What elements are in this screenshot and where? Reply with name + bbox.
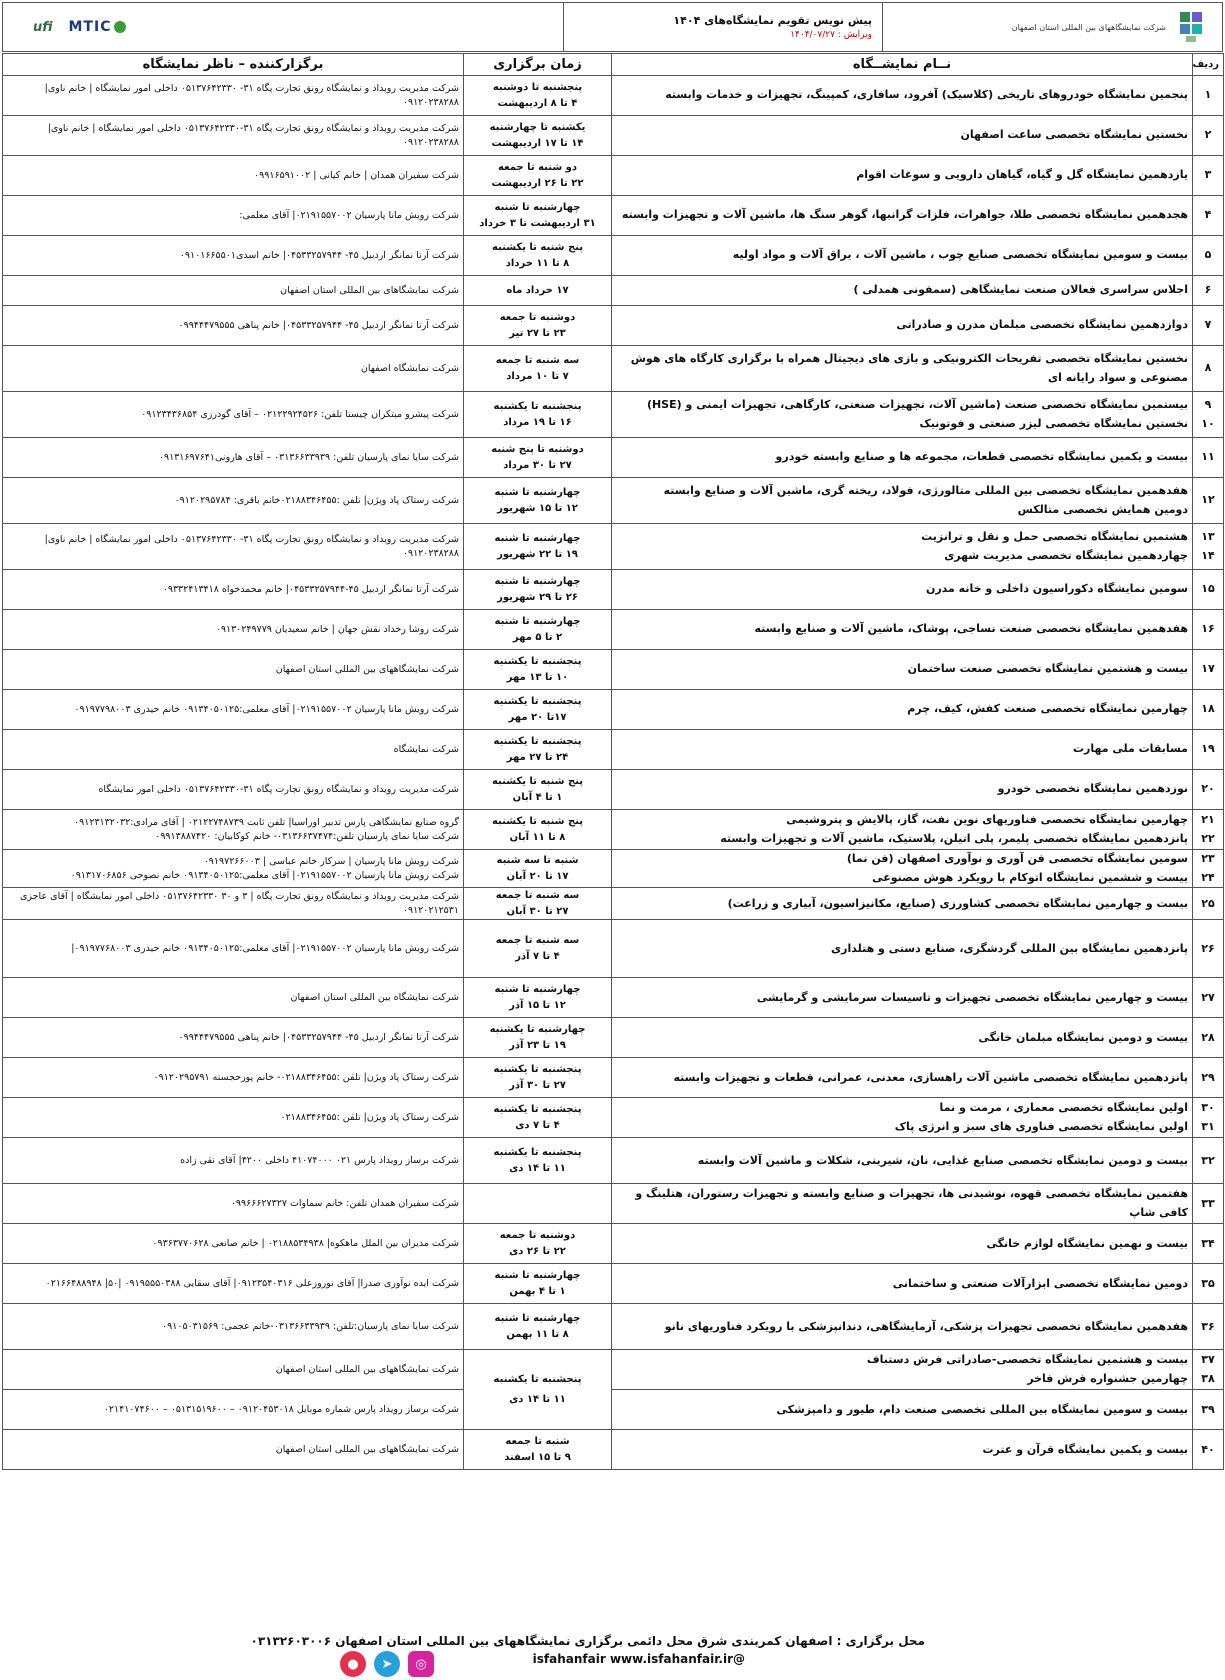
exhibition-name: بیست و دومین نمایشگاه مبلمان خانگی	[612, 1018, 1193, 1058]
table-row	[3, 730, 1224, 770]
exhibition-name: نخستین نمایشگاه تخصصی تفریحات الکترونیکی و بازی های دیجیتال همراه با برگزاری کارگاه های هوش مصنوعی و سواد رایانه ای	[612, 346, 1193, 392]
row-number: ۲۱ ۲۲	[1193, 810, 1224, 850]
exhibition-time: چهارشنبه تا شنبه ۸ تا ۱۱ بهمن	[464, 1304, 612, 1350]
org-block	[882, 3, 1222, 51]
exhibition-name: بیست و نهمین نمایشگاه لوازم خانگی	[612, 1224, 1193, 1264]
exhibition-time: شنبه تا سه شنبه ۱۷ تا ۲۰ آبان	[464, 850, 612, 888]
organizer: شرکت آرتا نمانگر اردبیل ۴۵-۰۴۵۳۳۲۵۷۹۴۴| خانم محمدخواه ۰۹۳۳۲۴۱۳۴۱۸	[3, 570, 464, 610]
row-number: ۵	[1193, 236, 1224, 276]
exhibition-name: هفتمین نمایشگاه تخصصی قهوه، نوشیدنی ها، تجهیزات و صنایع وابسته و تجهیزات رستوران، هتلینگ و کافی شاپ	[612, 1184, 1193, 1224]
organizer: شرکت ایده نوآوری صدرا| آقای نوروزعلی ۰۹۱۲۳۵۴۰۳۱۶| آقای سقایی ۰۹۱۹۵۵۵۰۳۸۸ |۵۰| ۰۲۱۶۶۴۸۸۹۴۸	[3, 1264, 464, 1304]
row-number: ۱۹	[1193, 730, 1224, 770]
table-row	[3, 116, 1224, 156]
row-number: ۱۳ ۱۴	[1193, 524, 1224, 570]
organizer: شرکت آرتا نمانگر اردبیل ۴۵- ۰۴۵۳۳۲۵۷۹۴۴| خانم اسدی۰۹۱۰۱۶۶۵۵۰۱	[3, 236, 464, 276]
row-number: ۳۳	[1193, 1184, 1224, 1224]
row-number: ۷	[1193, 306, 1224, 346]
row-number: ۳۴	[1193, 1224, 1224, 1264]
ufi-logo-icon: ufi	[33, 19, 53, 35]
exhibition-time: پنجشنبه تا دوشنبه ۴ تا ۸ اردیبهشت	[464, 76, 612, 116]
row-number: ۴	[1193, 196, 1224, 236]
table-row	[3, 196, 1224, 236]
website-link[interactable]: @isfahanfair www.isfahanfair.ir	[532, 1652, 745, 1666]
organizer: شرکت نمایشگاههای بین المللی استان اصفهان	[3, 1350, 464, 1390]
exhibition-time: دو شنبه تا جمعه ۲۲ تا ۲۶ اردیبهشت	[464, 156, 612, 196]
row-number: ۳	[1193, 156, 1224, 196]
edit-date: ویرایش : ۱۴۰۴/۰۷/۲۷	[790, 30, 872, 40]
exhibition-name: چهارمین نمایشگاه تخصصی فناوریهای نوین نفت، گاز، پالایش و پتروشیمی پانزدهمین نمایشگاه تخصصی پلیمر، پلی اتیلن، پلاستیک، ماشین آلات و تجهیزات وابسته	[612, 810, 1193, 850]
exhibition-time: دوشنبه تا جمعه ۲۲ تا ۲۶ دی	[464, 1224, 612, 1264]
table-row	[3, 306, 1224, 346]
table-row	[3, 850, 1224, 888]
exhibition-name: بیست و سومین نمایشگاه بین المللی تخصصی صنعت دام، طیور و دامپزشکی	[612, 1390, 1193, 1430]
table-row	[3, 810, 1224, 850]
row-number: ۶	[1193, 276, 1224, 306]
col-header-row: ردیف	[1193, 54, 1224, 76]
row-number: ۳۰ ۳۱	[1193, 1098, 1224, 1138]
exhibition-time: چهارشنبه تا شنبه ۱۹ تا ۲۲ شهریور	[464, 524, 612, 570]
table-row	[3, 1350, 1224, 1390]
col-header-org: برگزارکننده – ناظر نمایشگاه	[3, 54, 464, 76]
venue-text: محل برگزاری : اصفهان کمربندی شرق محل دائمی برگزاری نمایشگاههای بین المللی استان اصفهان ۰۳۱۳۲۶۰۳۰۰۶	[250, 1634, 925, 1648]
organizer: شرکت آرتا نمانگر اردبیل ۴۵- ۰۴۵۳۳۲۵۷۹۴۴| خانم پناهی ۰۹۹۴۴۴۷۹۵۵۵	[3, 1018, 464, 1058]
organizer: شرکت رستاک پاد ویژن| تلفن :۰۲۱۸۸۳۴۶۴۵۵- خانم پورحجسته ۰۹۱۲۰۲۹۵۷۹۱	[3, 1058, 464, 1098]
exhibition-name: هفدهمین نمایشگاه تخصصی تجهیزات پزشکی، آزمایشگاهی، دندانپزشکی با رویکرد فناوریهای نانو	[612, 1304, 1193, 1350]
exhibition-time: پنجشنبه تا یکشنبه ۴ تا ۷ دی	[464, 1098, 612, 1138]
col-header-name: نــام نمایشــگاه	[612, 54, 1193, 76]
exhibition-time: پنجشنبه تا یکشنبه ۲۷ تا ۳۰ آذر	[464, 1058, 612, 1098]
organizer: شرکت مدیران بین الملل ماهکوه| ۰۲۱۸۸۵۳۴۹۳۸ | خانم صانعی ۰۹۳۶۳۷۷۰۶۲۸	[3, 1224, 464, 1264]
table-row	[3, 1058, 1224, 1098]
table-row	[3, 920, 1224, 978]
table-row	[3, 392, 1224, 438]
exhibition-name: اولین نمایشگاه تخصصی معماری ، مرمت و نما اولین نمایشگاه تخصصی فناوری های سبز و انرژی پاک	[612, 1098, 1193, 1138]
telegram-icon[interactable]: ➤	[374, 1651, 400, 1677]
exhibition-time: چهارشنبه تا شنبه ۱۲ تا ۱۵ آذر	[464, 978, 612, 1018]
row-number: ۲۹	[1193, 1058, 1224, 1098]
organizer: شرکت نمایشگاههای بین المللی استان اصفهان	[3, 650, 464, 690]
exhibition-name: بیستمین نمایشگاه تخصصی صنعت (ماشین آلات، تجهیزات صنعتی، کارگاهی، تجهیزات ایمنی و (HSE) نخستین نمایشگاه تخصصی لیزر صنعتی و فوتونیک	[612, 392, 1193, 438]
table-row	[3, 1018, 1224, 1058]
exhibition-time: پنجشنبه تا یکشنبه ۱۶ تا ۱۹ مرداد	[464, 392, 612, 438]
table-row	[3, 888, 1224, 920]
exhibition-name: هشتمین نمایشگاه تخصصی حمل و نقل و ترانزیت چهاردهمین نمایشگاه تخصصی مدیریت شهری	[612, 524, 1193, 570]
organizer: شرکت رویش مانا پارسیان ۰۲۱۹۱۵۵۷۰۰۲| آقای معلمی:	[3, 196, 464, 236]
exhibition-time: چهارشنبه تا شنبه ۲۶ تا ۲۹ شهریور	[464, 570, 612, 610]
exhibition-name: نخستین نمایشگاه تخصصی ساعت اصفهان	[612, 116, 1193, 156]
partner-logos	[3, 3, 563, 51]
organizer: شرکت نمایشگاه	[3, 730, 464, 770]
exhibition-time: سه شنبه تا جمعه ۲۷ تا ۳۰ آبان	[464, 888, 612, 920]
organizer: شرکت مدیریت رویداد و نمایشگاه رونق تجارت پگاه ۳۱-۰۵۱۳۷۶۴۲۳۳۰ داخلی امور نمایشگاه | خانم ناوی| ۰۹۱۲۰۲۳۸۲۸۸	[3, 116, 464, 156]
row-number: ۹ ۱۰	[1193, 392, 1224, 438]
organizer: شرکت سایا نمای پارسیان تلفن: ۰۳۱۳۶۶۳۳۹۳۹ – آقای هارونی۰۹۱۳۱۶۹۷۶۴۱	[3, 438, 464, 478]
organizer: شرکت مدیریت رویداد و نمایشگاه رونق تجارت پگاه ۳۱-۰۵۱۳۷۶۴۲۳۳۰ داخلی امور نمایشگاه	[3, 770, 464, 810]
organizer: شرکت برساز رویداد پارس ۰۲۱ ۴۱۰۷۴۰۰۰ داخلی ۴۲۰۰| آقای نقی زاده	[3, 1138, 464, 1184]
exhibition-name: بیست و یکمین نمایشگاه قرآن و عترت	[612, 1430, 1193, 1470]
row-number: ۲	[1193, 116, 1224, 156]
row-number: ۱۸	[1193, 690, 1224, 730]
exhibition-name: چهارمین نمایشگاه تخصصی صنعت کفش، کیف، چرم	[612, 690, 1193, 730]
exhibition-time: یکشنبه تا چهارشنبه ۱۴ تا ۱۷ اردیبهشت	[464, 116, 612, 156]
exhibition-time: پنج شنبه تا یکشنبه ۸ تا ۱۱ خرداد	[464, 236, 612, 276]
exhibition-time: شنبه تا جمعه ۹ تا ۱۵ اسفند	[464, 1430, 612, 1470]
row-number: ۱۶	[1193, 610, 1224, 650]
organizer: شرکت پیشرو مبتکران چیستا تلفن: ۰۲۱۲۲۹۲۴۵۲۶ – آقای گودرزی ۰۹۱۲۳۴۳۶۸۵۴	[3, 392, 464, 438]
exhibition-time: پنجشنبه تا یکشنبه ۱۰ تا ۱۳ مهر	[464, 650, 612, 690]
table-row	[3, 650, 1224, 690]
exhibition-name: بیست و یکمین نمایشگاه تخصصی قطعات، مجموعه ها و صنایع وابسته خودرو	[612, 438, 1193, 478]
row-number: ۲۰	[1193, 770, 1224, 810]
table-row	[3, 478, 1224, 524]
table-row	[3, 524, 1224, 570]
organizer: شرکت آرتا نمانگر اردبیل ۴۵- ۰۴۵۳۳۲۵۷۹۴۴| خانم پناهی ۰۹۹۴۴۴۷۹۵۵۵	[3, 306, 464, 346]
exhibition-table	[2, 53, 1224, 1470]
organizer: شرکت رستاک پاد ویژن| تلفن :۰۲۱۸۸۳۴۶۴۵۵خانم باقری: ۰۹۱۲۰۲۹۵۷۸۴	[3, 478, 464, 524]
table-row	[3, 1098, 1224, 1138]
organizer: شرکت مدیریت رویداد و نمایشگاه رونق تجارت پگاه | ۳ و ۳۰ ۰۵۱۳۷۶۴۲۳۳۰ داخلی امور نمایشگاه | آقای عاجزی ۰۹۱۲۰۲۱۲۵۳۱	[3, 888, 464, 920]
organizer: شرکت نمایشگاه اصفهان	[3, 346, 464, 392]
exhibition-time: سه شنبه تا جمعه ۴ تا ۷ آذر	[464, 920, 612, 978]
header	[2, 2, 1223, 52]
organizer: شرکت نمایشگاهای بین المللی استان اصفهان	[3, 276, 464, 306]
row-number: ۲۳ ۲۴	[1193, 850, 1224, 888]
exhibition-time: پنج شنبه تا یکشنبه ۱ تا ۴ آبان	[464, 770, 612, 810]
exhibition-name: سومین نمایشگاه دکوراسیون داخلی و خانه مدرن	[612, 570, 1193, 610]
table-row	[3, 610, 1224, 650]
table-row	[3, 1390, 1224, 1430]
row-number: ۱۲	[1193, 478, 1224, 524]
exhibition-name: هجدهمین نمایشگاه تخصصی طلا، جواهرات، فلزات گرانبها، گوهر سنگ ها، ماشین آلات و تجهیزات وابسته	[612, 196, 1193, 236]
row-number: ۱۷	[1193, 650, 1224, 690]
exhibition-time: پنجشنبه تا یکشنبه ۱۱ تا ۱۴ دی	[464, 1138, 612, 1184]
exhibition-time: دوشنبه تا جمعه ۲۳ تا ۲۷ تیر	[464, 306, 612, 346]
instagram-icon[interactable]: ◎	[408, 1651, 434, 1677]
exhibition-time: سه شنبه تا جمعه ۷ تا ۱۰ مرداد	[464, 346, 612, 392]
exhibition-time: چهارشنبه تا شنبه ۳۱ اردیبهشت تا ۳ خرداد	[464, 196, 612, 236]
org-name: شرکت نمایشگاههای بین المللی استان اصفهان	[1011, 22, 1166, 32]
exhibition-name: بیست و هشتمین نمایشگاه تخصصی صنعت ساختمان	[612, 650, 1193, 690]
exhibition-time: دوشنبه تا پنج شنبه ۲۷ تا ۳۰ مرداد	[464, 438, 612, 478]
exhibition-time: چهارشنبه تا شنبه ۱ تا ۴ بهمن	[464, 1264, 612, 1304]
exhibition-name: بیست و چهارمین نمایشگاه تخصصی کشاورزی (صنایع، مکانیزاسیون، آبیاری و زراعت)	[612, 888, 1193, 920]
table-row	[3, 76, 1224, 116]
exhibition-name: یازدهمین نمایشگاه گل و گیاه، گیاهان دارویی و سوغات اقوام	[612, 156, 1193, 196]
table-row	[3, 1184, 1224, 1224]
exhibition-time: چهارشنبه تا شنبه ۲ تا ۵ مهر	[464, 610, 612, 650]
table-row	[3, 1224, 1224, 1264]
organizer: شرکت رویش مانا پارسیان ۰۲۱۹۱۵۵۷۰۰۲| آقای معلمی:۰۹۱۳۴۰۵۰۱۲۵ خانم حیدری ۰۹۱۹۷۷۶۸۰۰۳|	[3, 920, 464, 978]
mtic-logo-icon: MTIC	[69, 19, 127, 35]
exhibition-time: پنجشنبه تا یکشنبه ۱۱ تا ۱۴ دی	[464, 1350, 612, 1430]
table-row	[3, 236, 1224, 276]
exhibition-name: سومین نمایشگاه تخصصی فن آوری و نوآوری اصفهان (فن نما) بیست و ششمین نمایشگاه اتوکام با رویکرد هوش مصنوعی	[612, 850, 1193, 888]
exhibition-name: نوزدهمین نمایشگاه تخصصی خودرو	[612, 770, 1193, 810]
exhibition-name: هفدهمین نمایشگاه تخصصی صنعت نساجی، پوشاک، ماشین آلات و صنایع وابسته	[612, 610, 1193, 650]
exhibition-name: پنجمین نمایشگاه خودروهای تاریخی (کلاسیک) آفرود، سافاری، کمپینگ، تجهیزات و خدمات وابسته	[612, 76, 1193, 116]
row-number: ۲۷	[1193, 978, 1224, 1018]
organizer: شرکت نمایشگاه بین المللی استان اصفهان	[3, 978, 464, 1018]
organizer: شرکت رویش مانا پارسیان ۰۲۱۹۱۵۵۷۰۰۲| آقای معلمی:۰۹۱۳۴۰۵۰۱۲۵ خانم حیدری ۰۹۱۹۷۷۹۸۰۰۳	[3, 690, 464, 730]
exhibition-time: چهارشنبه تا یکشنبه ۱۹ تا ۲۳ آذر	[464, 1018, 612, 1058]
col-header-time: زمان برگزاری	[464, 54, 612, 76]
social-icons	[340, 1651, 434, 1677]
table-row	[3, 1430, 1224, 1470]
row-number: ۲۸	[1193, 1018, 1224, 1058]
table-row	[3, 438, 1224, 478]
organizer: شرکت روشا رخداد نقش جهان | خانم سعیدیان ۰۹۱۳۰۲۴۹۷۷۹	[3, 610, 464, 650]
table-row	[3, 346, 1224, 392]
exhibition-time: پنجشنبه تا یکشنبه ۱۷تا ۲۰ مهر	[464, 690, 612, 730]
table-row	[3, 276, 1224, 306]
table-header-row	[3, 54, 1224, 76]
organizer: شرکت مدیریت رویداد و نمایشگاه رونق تجارت پگاه ۳۱- ۰۵۱۳۷۶۴۲۳۳۰ داخلی امور نمایشگاه | خانم ناوی| ۰۹۱۲۰۲۳۸۲۸۸	[3, 524, 464, 570]
row-number: ۱۱	[1193, 438, 1224, 478]
organizer: شرکت نمایشگاههای بین المللی استان اصفهان	[3, 1430, 464, 1470]
exhibition-name: مسابقات ملی مهارت	[612, 730, 1193, 770]
row-number: ۴۰	[1193, 1430, 1224, 1470]
row-number: ۸	[1193, 346, 1224, 392]
row-number: ۱	[1193, 76, 1224, 116]
title-block	[563, 3, 882, 51]
exhibition-name: دومین نمایشگاه تخصصی ابزارآلات صنعتی و ساختمانی	[612, 1264, 1193, 1304]
organizer: شرکت رستاک پاد ویژن| تلفن :۰۲۱۸۸۳۴۶۴۵۵	[3, 1098, 464, 1138]
organizer: شرکت رویش مانا پارسیان | سرکار خانم عباسی | ۰۹۱۹۷۲۶۶۰۰۳ شرکت رویش مانا پارسیان ۰۲۱۹۱۵۵۷۰۰۲| آقای معلمی:۰۹۱۳۴۰۵۰۱۲۵ خانم نصوحی ۰۹۱۳۱۷۰۶۸۵۶	[3, 850, 464, 888]
organizer: شرکت سفیران همدان تلفن: خانم سماوات ۰۹۹۶۶۶۲۷۳۲۷	[3, 1184, 464, 1224]
exhibition-name: دوازدهمین نمایشگاه تخصصی مبلمان مدرن و صادراتی	[612, 306, 1193, 346]
exhibition-name: بیست و چهارمین نمایشگاه تخصصی تجهیزات و تاسیسات سرمایشی و گرمایشی	[612, 978, 1193, 1018]
row-number: ۳۶	[1193, 1304, 1224, 1350]
row-number: ۳۷ ۳۸	[1193, 1350, 1224, 1390]
organizer: شرکت برساز رویداد پارس شماره موبایل ۰۹۱۲۰۴۵۳۰۱۸ – ۰۵۱۳۱۵۱۹۶۰۰ – ۰۲۱۴۱۰۷۴۶۰۰	[3, 1390, 464, 1430]
table-row	[3, 570, 1224, 610]
exhibition-time: پنج شنبه تا یکشنبه ۸ تا ۱۱ آبان	[464, 810, 612, 850]
row-number: ۳۵	[1193, 1264, 1224, 1304]
exhibition-name: بیست و دومین نمایشگاه تخصصی صنایع غذایی، نان، شیرینی، شکلات و ماشین آلات وابسته	[612, 1138, 1193, 1184]
aparat-icon[interactable]: ●	[340, 1651, 366, 1677]
organizer: شرکت سفیران همدان | خانم کیانی | ۰۹۹۱۶۵۹۱۰۰۲	[3, 156, 464, 196]
exhibition-name: پانزدهمین نمایشگاه تخصصی ماشین آلات راهسازی، معدنی، عمرانی، قطعات و تجهیزات وابسته	[612, 1058, 1193, 1098]
exhibition-name: پانزدهمین نمایشگاه بین المللی گردشگری، صنایع دستی و هتلداری	[612, 920, 1193, 978]
table-row	[3, 156, 1224, 196]
row-number: ۲۶	[1193, 920, 1224, 978]
row-number: ۱۵	[1193, 570, 1224, 610]
exhibition-name: اجلاس سراسری فعالان صنعت نمایشگاهی (سمفونی همدلی )	[612, 276, 1193, 306]
row-number: ۳۲	[1193, 1138, 1224, 1184]
table-row	[3, 690, 1224, 730]
row-number: ۲۵	[1193, 888, 1224, 920]
table-row	[3, 1138, 1224, 1184]
exhibition-time: چهارشنبه تا شنبه ۱۲ تا ۱۵ شهریور	[464, 478, 612, 524]
organizer: شرکت مدیریت رویداد و نمایشگاه رونق تجارت پگاه ۳۱- ۰۵۱۳۷۶۴۲۳۳۰ داخلی امور نمایشگاه | خانم ناوی| ۰۹۱۲۰۲۳۸۲۸۸	[3, 76, 464, 116]
exhibition-name: بیست و هشتمین نمایشگاه تخصصی-صادراتی فرش دستباف چهارمین جشنواره فرش فاخر	[612, 1350, 1193, 1390]
exhibition-name: هفدهمین نمایشگاه تخصصی بین المللی متالورژی، فولاد، ریخته گری، ماشین آلات و صنایع وابسته دومین همایش تخصصی متالکس	[612, 478, 1193, 524]
table-row	[3, 1304, 1224, 1350]
exhibition-time: پنجشنبه تا یکشنبه ۲۴ تا ۲۷ مهر	[464, 730, 612, 770]
table-row	[3, 1264, 1224, 1304]
organizer: شرکت سایا نمای پارسیان:تلفن: ۰۳۱۳۶۶۳۳۹۳۹-خانم عجمی: ۰۹۱۰۵۰۳۱۵۶۹	[3, 1304, 464, 1350]
table-row	[3, 978, 1224, 1018]
table-row	[3, 770, 1224, 810]
page-title: پیش نویس تقویم نمایشگاه‌های ۱۴۰۴	[673, 14, 872, 27]
exhibition-time: ۱۷ خرداد ماه	[464, 276, 612, 306]
exhibition-name: بیست و سومین نمایشگاه تخصصی صنایع چوب ، ماشین آلات ، یراق آلات و مواد اولیه	[612, 236, 1193, 276]
isfahan-fair-logo-icon	[1174, 8, 1212, 46]
row-number: ۳۹	[1193, 1390, 1224, 1430]
exhibition-time	[464, 1184, 612, 1224]
organizer: گروه صنایع نمایشگاهی پارس تدبیر اوراسیا| تلفن ثابت ۰۲۱۲۲۷۴۸۷۳۹ | آقای مرادی:۰۹۱۲۳۱۳۲۰۳۲ شرکت سایا نمای پارسیان تلفن:۰۳۱۳۶۶۳۷۴۷۴- خانم کوکابیان: ۰۹۹۱۳۸۸۷۴۲۰	[3, 810, 464, 850]
